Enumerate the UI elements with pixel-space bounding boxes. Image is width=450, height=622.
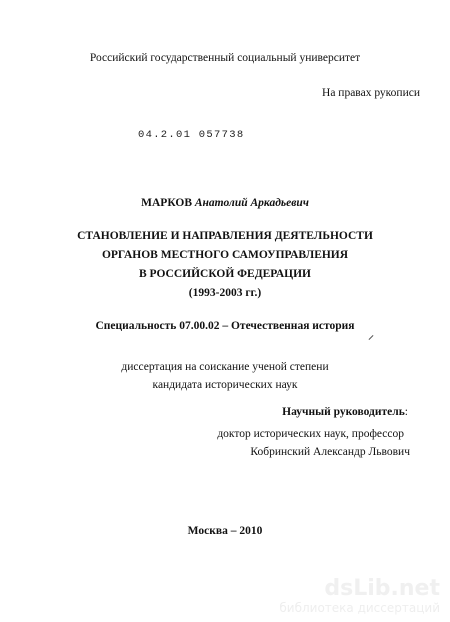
- title-line: ОРГАНОВ МЕСТНОГО САМОУПРАВЛЕНИЯ: [101, 249, 349, 261]
- degree-statement: [0, 358, 450, 394]
- specialty-line: Специальность 07.00.02 – Отечественная история: [95, 320, 355, 332]
- title-line: В РОССИЙСКОЙ ФЕДЕРАЦИИ: [138, 268, 312, 280]
- author-surname: МАРКОВ: [141, 197, 192, 209]
- degree-line: кандидата исторических наук: [152, 379, 298, 391]
- degree-line: диссертация на соискание ученой степени: [121, 361, 329, 373]
- supervisor-academic-title: доктор исторических наук, профессор: [217, 428, 404, 440]
- watermark-caption: библиотека диссертаций: [279, 601, 440, 615]
- dissertation-title: [0, 227, 450, 303]
- supervisor-label: [282, 406, 408, 418]
- pen-mark: [369, 335, 374, 340]
- author-name: [0, 197, 450, 209]
- title-years: (1993-2003 гг.): [188, 287, 262, 299]
- author-given-names: Анатолий Аркадьевич: [194, 197, 309, 209]
- watermark-site: dsLib.net: [324, 576, 440, 601]
- city-year: Москва – 2010: [187, 525, 263, 537]
- supervisor-label-text: Научный руководитель: [282, 406, 405, 418]
- site-watermark: [240, 577, 440, 622]
- library-stamp-number: 04.2.01 057738: [138, 129, 245, 141]
- university-name: Российский государственный социальный университет: [89, 52, 361, 64]
- manuscript-rights-note: На правах рукописи: [322, 87, 420, 99]
- supervisor-name: Кобринский Александр Львович: [250, 446, 410, 458]
- title-line: СТАНОВЛЕНИЕ И НАПРАВЛЕНИЯ ДЕЯТЕЛЬНОСТИ: [77, 230, 373, 242]
- supervisor-label-colon: :: [404, 406, 408, 418]
